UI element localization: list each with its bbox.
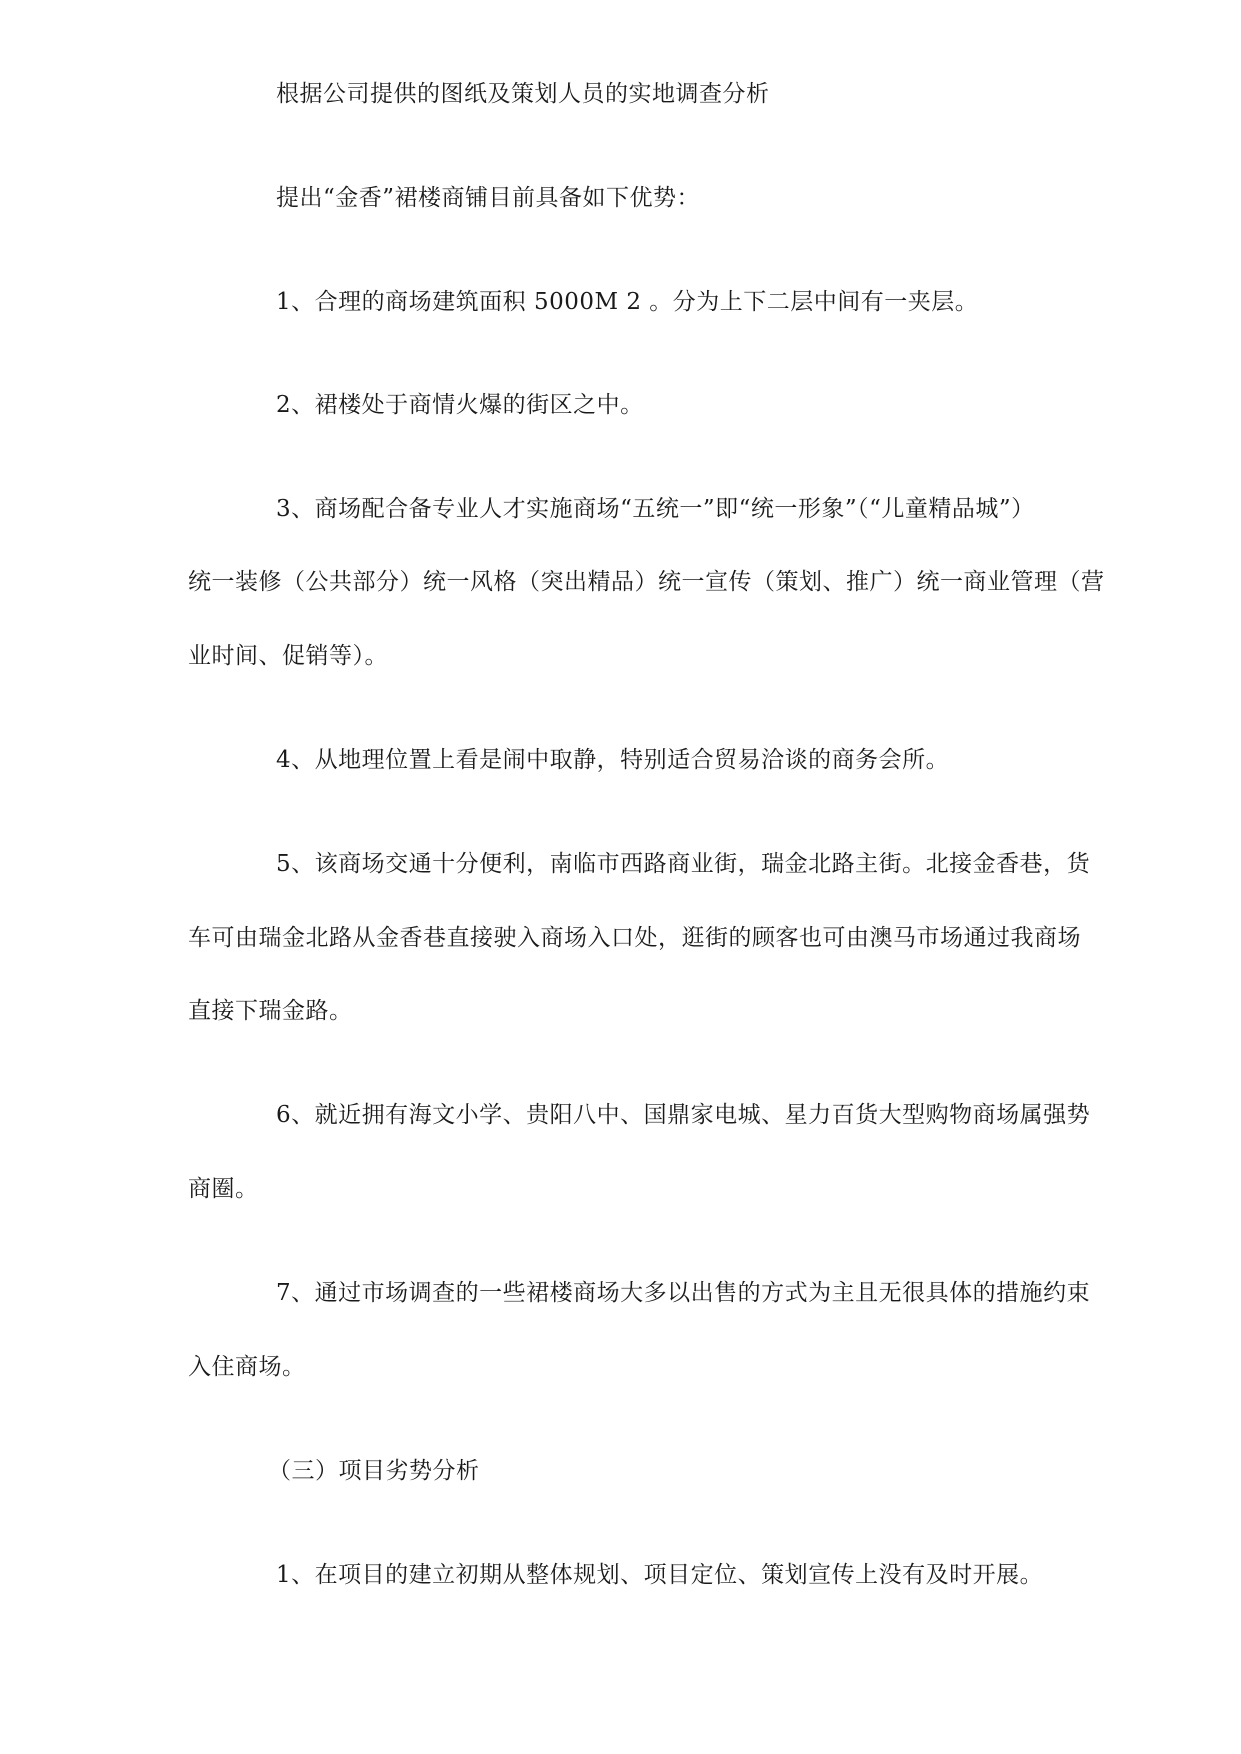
advantage-item-6-line-1: 6、就近拥有海文小学、贵阳八中、国鼎家电城、星力百货大型购物商场属强势 xyxy=(276,1102,1091,1128)
advantage-item-3-line-2: 统一装修（公共部分）统一风格（突出精品）统一宣传（策划、推广）统一商业管理（营 xyxy=(188,569,1105,595)
advantage-item-3-line-3: 业时间、促销等）。 xyxy=(188,643,388,669)
advantage-item-5-line-1: 5、该商场交通十分便利，南临市西路商业街，瑞金北路主街。北接金香巷，货 xyxy=(276,851,1091,877)
advantage-item-1: 1、合理的商场建筑面积 5000M 2 。分为上下二层中间有一夹层。 xyxy=(276,289,979,315)
advantage-item-4: 4、从地理位置上看是闹中取静，特别适合贸易洽谈的商务会所。 xyxy=(276,747,950,773)
advantage-item-6-line-2: 商圈。 xyxy=(188,1176,259,1202)
intro-line-2: 提出“金香”裙楼商铺目前具备如下优势： xyxy=(276,185,701,211)
section-heading: （三）项目劣势分析 xyxy=(268,1458,480,1484)
disadvantage-item-1: 1、在项目的建立初期从整体规划、项目定位、策划宣传上没有及时开展。 xyxy=(276,1562,1044,1588)
advantage-item-3-line-1: 3、商场配合备专业人才实施商场“五统一”即“统一形象”（“儿童精品城”） xyxy=(276,496,1035,522)
intro-line-1: 根据公司提供的图纸及策划人员的实地调查分析 xyxy=(276,81,770,107)
advantage-item-7-line-2: 入住商场。 xyxy=(188,1354,306,1380)
advantage-item-7-line-1: 7、通过市场调查的一些裙楼商场大多以出售的方式为主且无很具体的措施约束 xyxy=(276,1280,1091,1306)
advantage-item-5-line-3: 直接下瑞金路。 xyxy=(188,998,353,1024)
advantage-item-2: 2、裙楼处于商情火爆的街区之中。 xyxy=(276,392,644,418)
advantage-item-5-line-2: 车可由瑞金北路从金香巷直接驶入商场入口处，逛街的顾客也可由澳马市场通过我商场 xyxy=(188,925,1081,951)
